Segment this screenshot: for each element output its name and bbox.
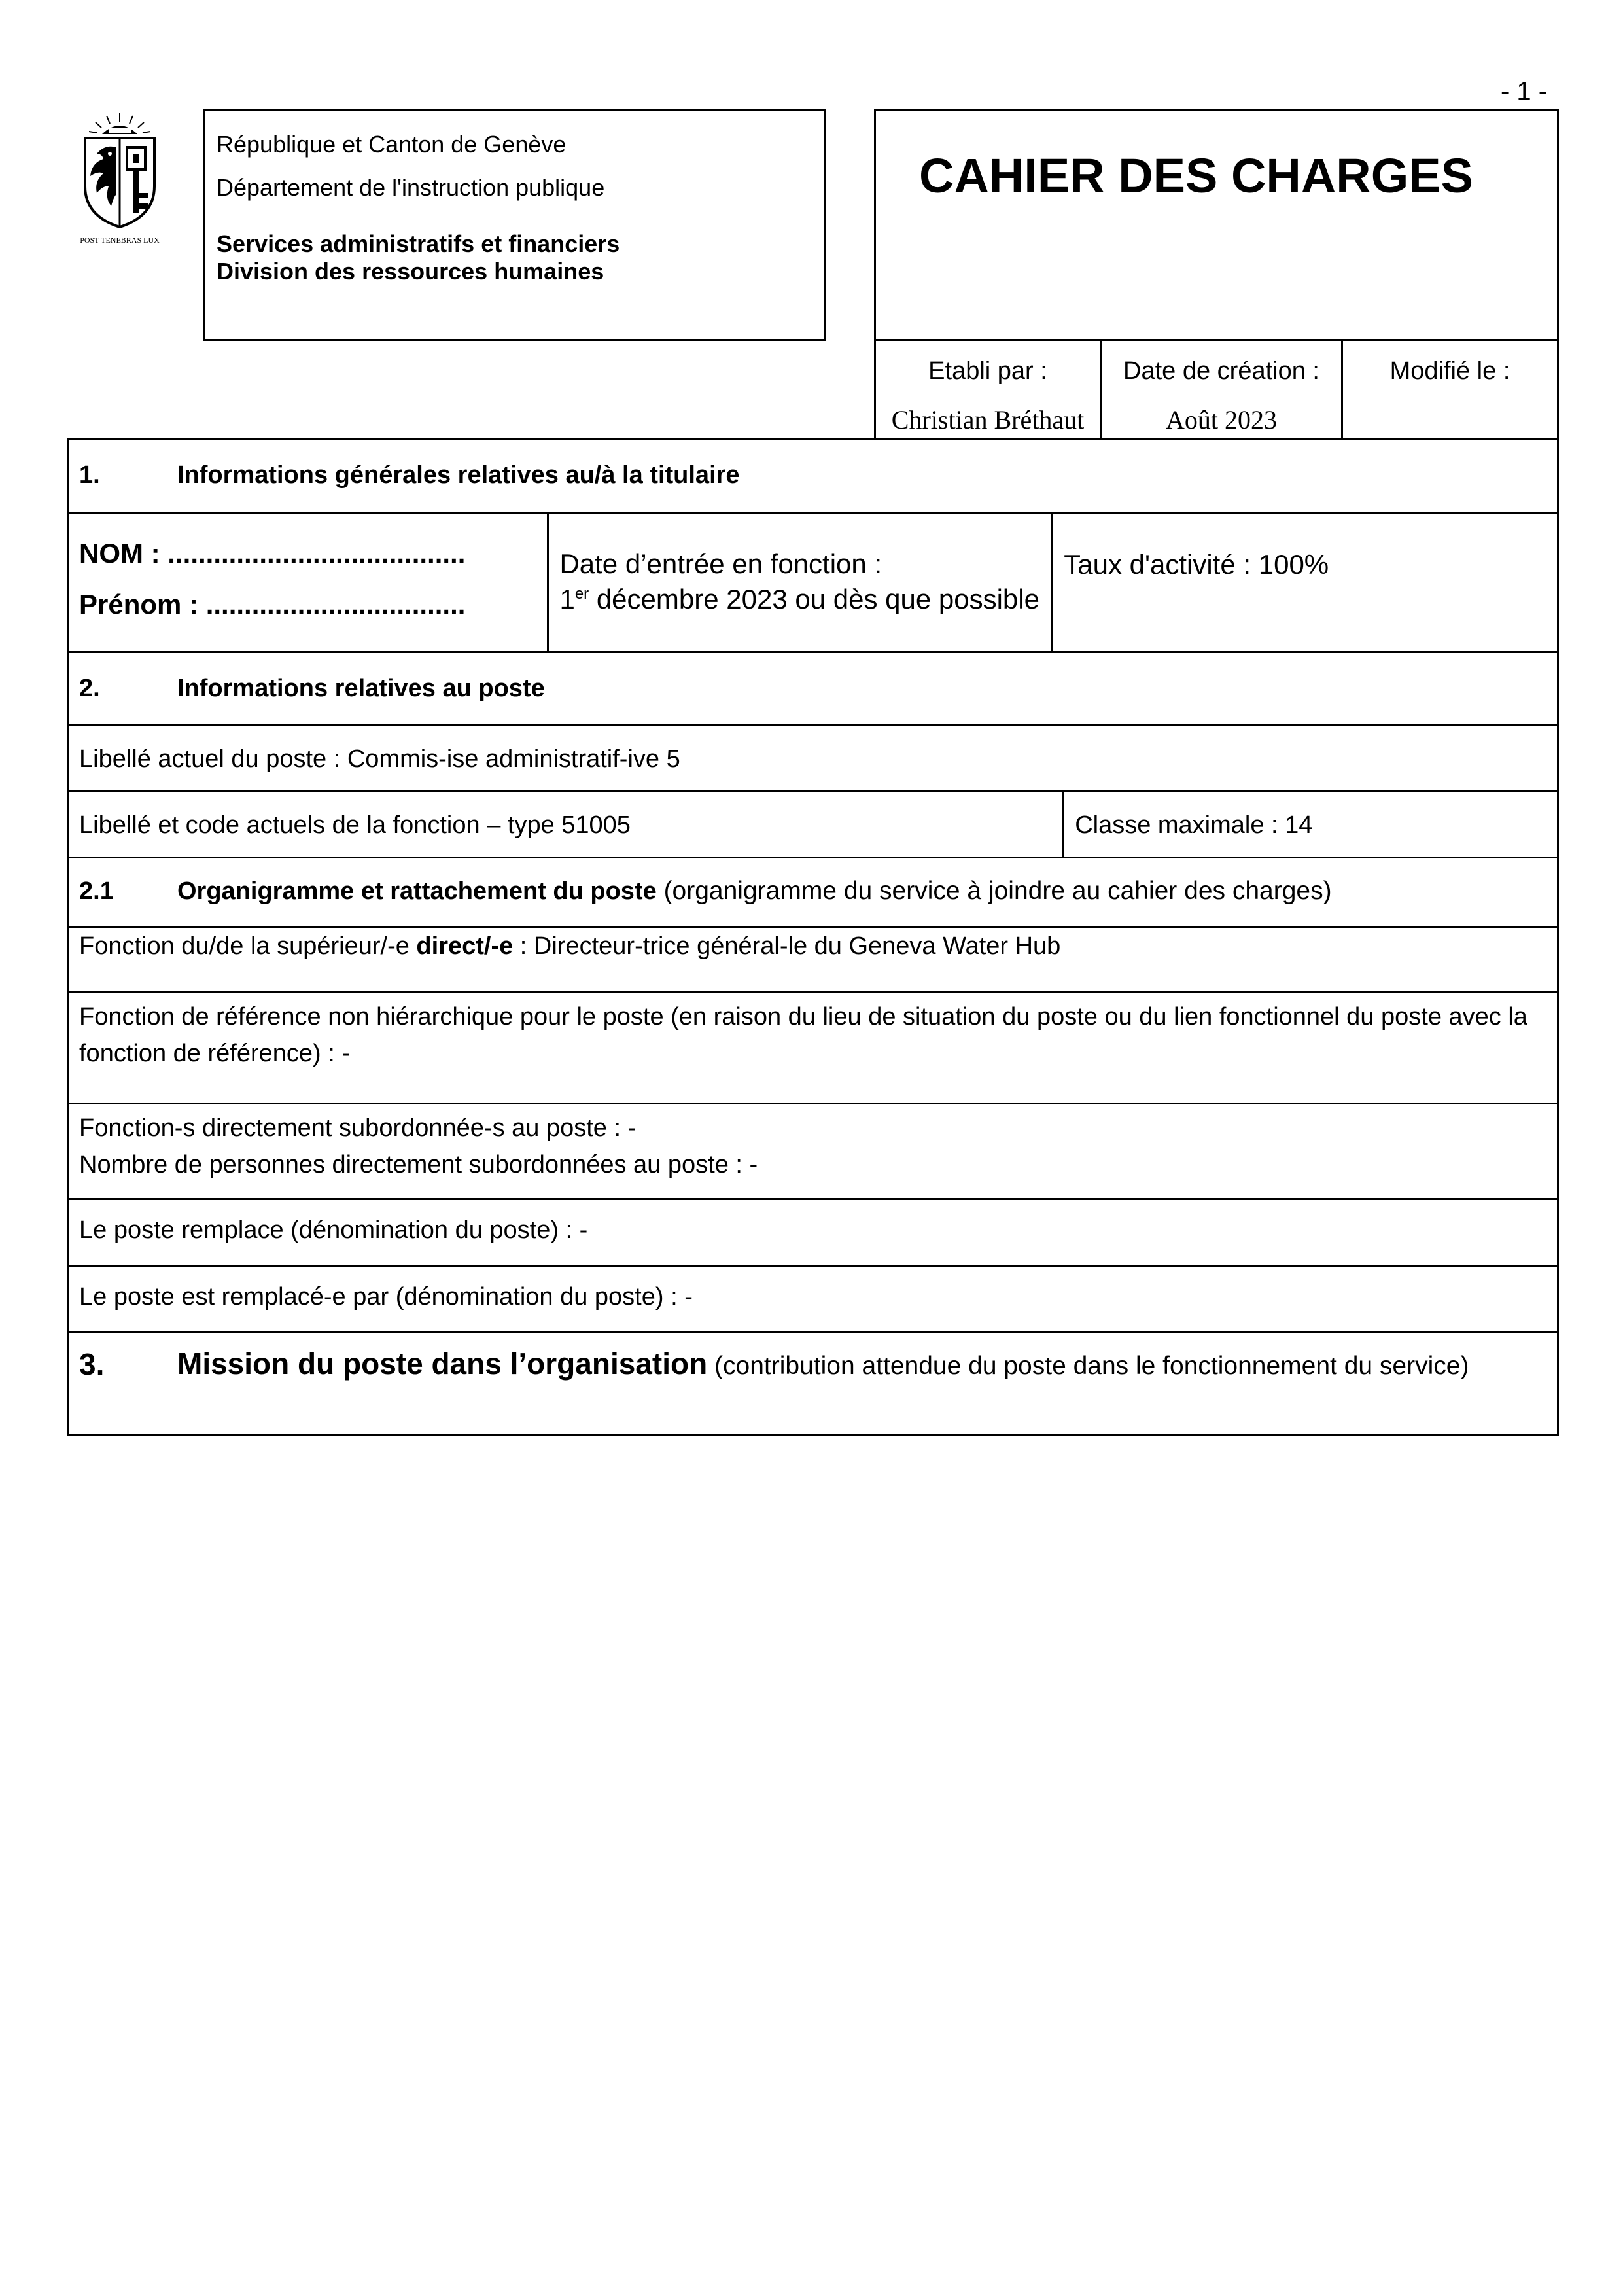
date-creation-label: Date de création : xyxy=(1123,357,1319,385)
section-3-number: 3. xyxy=(79,1347,105,1381)
logo-motto: POST TENEBRAS LUX xyxy=(80,236,160,245)
subordonnees-row xyxy=(68,1104,1558,1199)
section-1-title: Informations générales relatives au/à la titulaire xyxy=(177,461,740,489)
section-2-heading xyxy=(68,652,1558,726)
section-3-text xyxy=(177,1346,1546,1384)
section-1-header-row xyxy=(68,439,1558,513)
job-description-form xyxy=(67,438,1559,1436)
superieur-suffix: : Directeur-trice général-le du Geneva Water Hub xyxy=(513,932,1061,960)
section-2-1-heading xyxy=(68,858,1558,927)
nom-field[interactable]: NOM : ....................................... xyxy=(79,538,466,569)
date-entree-rest: décembre 2023 ou dès que possible xyxy=(589,584,1039,614)
prenom-field[interactable]: Prénom : .................................. xyxy=(79,589,466,620)
section-1-heading xyxy=(68,439,1558,513)
document-title: CAHIER DES CHARGES xyxy=(874,109,1559,341)
section-2-1-number: 2.1 xyxy=(79,877,114,905)
org-services: Services administratifs et financiers xyxy=(217,230,620,257)
section-3-heading xyxy=(68,1332,1558,1436)
section-2-header-row xyxy=(68,652,1558,726)
document-meta-row xyxy=(874,339,1559,440)
date-entree-day: 1 xyxy=(559,584,575,614)
libelle-fonction: Libellé et code actuels de la fonction – type 51005 xyxy=(68,792,1064,858)
fonction-reference: Fonction de référence non hiérarchique pour le poste (en raison du lieu de situation du poste ou du lien fonctionnel du poste avec la fonction de référence) : - xyxy=(68,993,1558,1104)
section-3-header-row xyxy=(68,1332,1558,1436)
reference-row xyxy=(68,993,1558,1104)
section-2-title: Informations relatives au poste xyxy=(177,675,545,702)
page-number: - 1 - xyxy=(1501,77,1548,106)
superieur-bold: direct/-e xyxy=(416,932,514,960)
date-entree-sup: er xyxy=(574,585,589,603)
section-2-number: 2. xyxy=(79,675,100,702)
geneva-coat-of-arms-logo xyxy=(71,108,169,249)
subordonnees-cell xyxy=(68,1104,1558,1199)
superieur-row xyxy=(68,927,1558,993)
titulaire-row xyxy=(68,513,1558,652)
poste-remplace: Le poste remplace (dénomination du poste) : - xyxy=(68,1199,1558,1266)
org-republique: République et Canton de Genève xyxy=(217,131,567,158)
section-2-1-title: Organigramme et rattachement du poste xyxy=(177,877,657,905)
etabli-par-label: Etabli par : xyxy=(928,357,1047,385)
section-2-1-note: (organigramme du service à joindre au cahier des charges) xyxy=(656,877,1332,905)
section-2-1-header-row xyxy=(68,858,1558,927)
organization-box xyxy=(203,109,826,341)
modifie-le-cell xyxy=(1341,339,1559,440)
date-entree-cell xyxy=(548,513,1053,652)
fonctions-subordonnees: Fonction-s directement subordonnée-s au poste : - xyxy=(79,1114,637,1142)
section-1-number: 1. xyxy=(79,461,100,489)
date-creation-value: Août 2023 xyxy=(1166,405,1277,434)
classe-maximale: Classe maximale : 14 xyxy=(1064,792,1558,858)
taux-activite-cell xyxy=(1053,513,1558,652)
remplace-par-row xyxy=(68,1266,1558,1332)
superieur-prefix: Fonction du/de la supérieur/-e xyxy=(79,932,417,960)
org-departement: Département de l'instruction publique xyxy=(217,174,605,201)
libelle-fonction-row xyxy=(68,792,1558,858)
taux-activite: Taux d'activité : 100% xyxy=(1064,549,1329,580)
libelle-poste: Libellé actuel du poste : Commis-ise administratif-ive 5 xyxy=(68,726,1558,792)
etabli-par-cell xyxy=(874,339,1100,440)
superieur-direct xyxy=(68,927,1558,993)
poste-remplace-par: Le poste est remplacé-e par (dénomination du poste) : - xyxy=(68,1266,1558,1332)
libelle-poste-row xyxy=(68,726,1558,792)
date-entree-value xyxy=(559,582,1041,617)
titulaire-names-cell xyxy=(68,513,548,652)
etabli-par-value: Christian Bréthaut xyxy=(891,405,1085,434)
section-3-title: Mission du poste dans l’organisation xyxy=(177,1347,708,1381)
section-3-note: (contribution attendue du poste dans le fonctionnement du service) xyxy=(707,1352,1469,1380)
modifie-le-label: Modifié le : xyxy=(1389,357,1510,385)
nombre-subordonnes: Nombre de personnes directement subordonnées au poste : - xyxy=(79,1151,758,1178)
remplace-row xyxy=(68,1199,1558,1266)
org-division: Division des ressources humaines xyxy=(217,258,604,285)
date-creation-cell xyxy=(1100,339,1341,440)
date-entree-label: Date d’entrée en fonction : xyxy=(559,548,882,579)
